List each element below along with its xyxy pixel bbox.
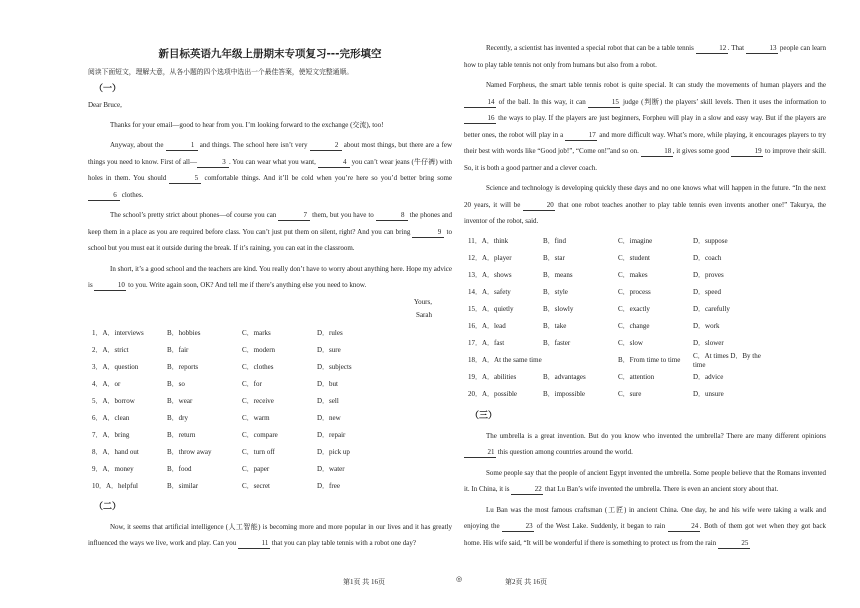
text-segment: , it gives some good [672, 147, 732, 155]
option-choice: C．paper [242, 464, 270, 473]
answer-blank: 12 [696, 44, 728, 54]
text-segment: Now, it seems that artificial intelligence (人工智能) is becoming more and more popular in our lives and it has greatly influenced the ways we live, work and play. Can you [88, 522, 452, 548]
text-segment: the phones and keep them in a place as you are required before class. You can’t just put them on silent, right? And you can bring [88, 211, 452, 236]
text-segment: Some people say that the people of ancient Egypt invented the umbrella. Some people believe that the Romans invented it. In China, it is [464, 468, 826, 494]
option-choice: C．sure [618, 390, 642, 399]
text-segment: to improve their skill. So, it is both a good partner and a clever coach. [464, 147, 826, 172]
option-choice: 11．A．think [468, 237, 509, 246]
option-row [88, 342, 452, 359]
option-choice: B．wear [167, 396, 193, 405]
text-segment: Lu Ban was the most famous craftsman (工匠) in ancient China. One day, he and his wife were taking a walk and enjoying the [464, 505, 826, 531]
text-segment: that one robot teaches another to play table tennis even invents another one!” Takurya, the inventor of the robot, said. [464, 200, 827, 225]
text-segment: that you can play table tennis with a robot one day? [270, 539, 417, 548]
option-choice: 10．A．helpful [92, 481, 138, 490]
answer-blank: 9 [412, 228, 444, 238]
option-choice: D．proves [693, 271, 724, 280]
option-choice: B．fair [167, 345, 189, 354]
article-2-paragraph-1 [88, 519, 452, 552]
option-choice: B．take [543, 322, 567, 331]
answer-blank: 22 [511, 485, 543, 495]
option-choice: B．advantages [543, 373, 586, 382]
text-segment: The umbrella is a great invention. But do you know who invented the umbrella? There are many different opinions [486, 431, 826, 440]
answer-blank: 19 [731, 147, 763, 157]
answer-blank: 3 [197, 158, 229, 168]
option-row [464, 353, 826, 370]
page-number-right: 第2页 共 16页 [505, 578, 547, 586]
answer-blank: 4 [318, 158, 350, 168]
text-segment: Science and technology is developing quickly these days and no one knows what will happen in the future. “In the next 20 years, it will be [464, 184, 826, 209]
option-choice: C．warm [242, 413, 270, 422]
option-choice: C．modern [242, 345, 276, 354]
option-choice: 20．A．possible [468, 390, 517, 399]
answer-blank: 25 [718, 539, 750, 549]
option-row [464, 370, 826, 387]
text-segment: . You can wear what you want, [228, 157, 318, 166]
option-choice: B．faster [543, 339, 571, 348]
option-choice: C．exactly [618, 305, 650, 314]
option-choice: 16．A．lead [468, 322, 506, 331]
answer-blank: 2 [310, 141, 342, 151]
page-number-left: 第1页 共 16页 [343, 578, 385, 586]
option-choice: C．attention [618, 373, 655, 382]
option-row [464, 285, 826, 302]
option-row [464, 234, 826, 251]
option-choice: B．similar [167, 481, 199, 490]
text-segment: and more difficult way. What’s more, while playing, it encourages players to try their best with words like “Good job!”, “Come on!”and so on. [464, 130, 826, 155]
right-column [464, 0, 826, 555]
option-choice: 7．A．bring [92, 430, 130, 439]
option-choice: C．student [618, 254, 650, 263]
option-choice: C．turn off [242, 447, 275, 456]
instructions: 阅读下面短文，理解大意，从各小题的四个选项中选出一个最佳答案，使短文完整通顺。 [88, 69, 354, 77]
text-segment: of the ball. In this way, it can [496, 97, 589, 106]
option-choice: B．food [167, 464, 192, 473]
option-choice: B．throw away [167, 447, 212, 456]
letter-signature: Sarah [416, 311, 432, 320]
option-choice: B．From time to time [618, 356, 681, 365]
option-row [464, 319, 826, 336]
option-choice: B．return [167, 430, 196, 439]
option-choice: D．but [317, 379, 338, 388]
option-choice: D．suppose [693, 237, 728, 246]
answer-blank: 6 [88, 191, 120, 201]
answer-blank: 8 [376, 211, 408, 221]
text-segment: In short, it’s a good school and the teachers are kind. You really don’t have to worry about anything here. Hope my advice is [88, 264, 452, 290]
option-choice: 9．A．money [92, 464, 134, 473]
option-choice: C．At times D．By the time [693, 351, 761, 369]
text-segment: to school but you must eat it outside during the break. If it’s raining, you can eat in the classroom. [88, 227, 452, 253]
text-segment: comfortable things. And it’ll be cold when you’re here so you’d better bring some [201, 174, 452, 183]
option-choice: C．for [242, 379, 262, 388]
option-choice: B．impossible [543, 390, 586, 399]
text-segment: about most things, but there are a few things you need to know. First of all— [88, 141, 453, 166]
option-choice: C．slow [618, 339, 643, 348]
left-column [88, 0, 452, 556]
answer-blank: 7 [278, 211, 310, 221]
letter-paragraph-4 [88, 261, 452, 294]
text-segment: judge (判断) the players’ skill levels. Then it uses the information to [620, 97, 826, 106]
article-3-paragraph-3 [464, 502, 826, 552]
text-segment: Anyway, about the [110, 141, 166, 150]
option-row [464, 268, 826, 285]
text-segment: that Lu Ban’s wife invented the umbrella. There is even an ancient story about that. [543, 485, 779, 494]
answer-blank: 5 [169, 174, 201, 184]
option-choice: B．star [543, 254, 565, 263]
option-choice: D．pick up [317, 447, 350, 456]
section-2-heading: （二） [94, 501, 122, 512]
section-1-options [88, 325, 452, 495]
letter-salutation: Dear Bruce, [88, 101, 122, 110]
option-choice: B．dry [167, 413, 188, 422]
option-choice: 6．A．clean [92, 413, 130, 422]
page-title: 新目标英语九年级上册期末专项复习---完形填空 [158, 48, 382, 60]
option-choice: C．secret [242, 481, 270, 490]
option-choice: C．compare [242, 430, 278, 439]
text-segment: The school’s pretty strict about phones—of course you can [110, 211, 279, 220]
section-1-heading: （一） [94, 84, 122, 95]
option-choice: 12．A．player [468, 254, 512, 263]
option-choice: 19．A．abilities [468, 373, 517, 382]
text-segment: . Both of them got wet when they got back home. His wife said, “It will be wonderful if there is something to protect us from the rain [464, 522, 826, 547]
option-choice: B．means [543, 271, 573, 280]
article-3-paragraph-2 [464, 465, 826, 498]
option-choice: C．change [618, 322, 650, 331]
text-segment: the ways to play. If the players are just beginners, Forpheu will play in a slow and easy way. But if the players are better ones, the robot will play in a [464, 114, 826, 139]
option-choice: 5．A．borrow [92, 396, 135, 405]
answer-blank: 18 [641, 147, 673, 157]
answer-blank: 11 [238, 539, 270, 549]
option-choice: C．process [618, 288, 651, 297]
text-segment: Named Forpheus, the smart table tennis robot is quite special. It can study the movements of human players and the [486, 81, 826, 89]
option-row [88, 444, 452, 461]
letter-paragraph-1: Thanks for your email—good to hear from you. I’m looking forward to the exchange (交流), too! [110, 120, 384, 129]
text-segment: to you. Write again soon, OK? And tell me if there’s anything else you need to know. [126, 281, 367, 290]
answer-blank: 14 [464, 98, 496, 108]
option-choice: C．receive [242, 396, 274, 405]
option-choice: D．free [317, 481, 340, 490]
option-choice: D．repair [317, 430, 346, 439]
answer-blank: 1 [166, 141, 198, 151]
option-choice: 17．A．fast [468, 339, 505, 348]
letter-closing: Yours, [413, 297, 432, 306]
option-choice: D．new [317, 413, 341, 422]
option-choice: B．hobbies [167, 328, 201, 337]
answer-blank: 20 [523, 201, 555, 211]
option-choice: D．carefully [693, 305, 730, 314]
option-choice: 18．A．At the same time [468, 356, 542, 365]
option-choice: 1．A．interviews [92, 328, 144, 337]
option-choice: D．water [317, 464, 345, 473]
answer-blank: 10 [94, 281, 126, 291]
letter-paragraph-2 [88, 137, 452, 203]
article-2-paragraph-3 [464, 77, 826, 176]
center-mark: ◎ [456, 575, 463, 583]
text-segment: and things. The school here isn’t very [197, 141, 310, 150]
option-choice: 4．A．or [92, 379, 121, 388]
text-segment: of the West Lake. Suddenly, it began to rain [534, 522, 668, 531]
answer-blank: 15 [588, 98, 620, 108]
option-choice: D．sell [317, 396, 339, 405]
answer-blank: 21 [464, 448, 496, 458]
option-choice: D．work [693, 322, 720, 331]
option-choice: D．slower [693, 339, 724, 348]
option-row [88, 410, 452, 427]
option-row [88, 325, 452, 342]
option-row [88, 393, 452, 410]
text-segment: this question among countries around the world. [496, 448, 633, 457]
option-choice: B．reports [167, 362, 199, 371]
option-row [464, 302, 826, 319]
option-choice: D．speed [693, 288, 721, 297]
answer-blank: 17 [565, 131, 597, 141]
option-row [88, 461, 452, 478]
text-segment: clothes. [120, 190, 144, 199]
text-segment: . That [727, 44, 746, 52]
letter-paragraph-3 [88, 207, 452, 257]
option-choice: 2．A．strict [92, 345, 129, 354]
text-segment: them, but you have to [310, 211, 376, 220]
option-choice: C．imagine [618, 237, 653, 246]
option-choice: B．style [543, 288, 568, 297]
section-3-heading: （三） [470, 410, 498, 421]
option-choice: C．makes [618, 271, 648, 280]
option-choice: D．rules [317, 328, 343, 337]
option-row [464, 251, 826, 268]
option-row [464, 336, 826, 353]
answer-blank: 16 [464, 114, 496, 124]
option-choice: D．advice [693, 373, 724, 382]
option-choice: D．unsure [693, 390, 724, 399]
option-choice: D．coach [693, 254, 722, 263]
section-2-options [464, 234, 826, 404]
answer-blank: 23 [502, 522, 534, 532]
article-2-paragraph-4 [464, 180, 826, 230]
article-2-paragraph-2 [464, 40, 826, 73]
answer-blank: 13 [746, 44, 778, 54]
option-choice: 8．A．hand out [92, 447, 139, 456]
option-choice: 13．A．shows [468, 271, 512, 280]
option-choice: D．sure [317, 345, 341, 354]
option-choice: 15．A．quietly [468, 305, 514, 314]
option-choice: 3．A．question [92, 362, 139, 371]
option-row [464, 387, 826, 404]
option-row [88, 359, 452, 376]
option-choice: B．find [543, 237, 566, 246]
option-row [88, 427, 452, 444]
article-3-paragraph-1 [464, 428, 826, 461]
text-segment: you can’t wear jeans (牛仔裤) with holes in them. You should [88, 157, 453, 183]
option-row [88, 376, 452, 393]
option-choice: B．so [167, 379, 185, 388]
text-segment: Recently, a scientist has invented a special robot that can be a table tennis [486, 44, 696, 52]
answer-blank: 24 [668, 522, 700, 532]
option-choice: C．marks [242, 328, 271, 337]
option-row [88, 478, 452, 495]
option-choice: D．subjects [317, 362, 352, 371]
option-choice: B．slowly [543, 305, 574, 314]
text-segment: people can learn how to play table tennis not only from humans but also from a robot. [464, 44, 826, 69]
option-choice: 14．A．safety [468, 288, 511, 297]
option-choice: C．clothes [242, 362, 274, 371]
